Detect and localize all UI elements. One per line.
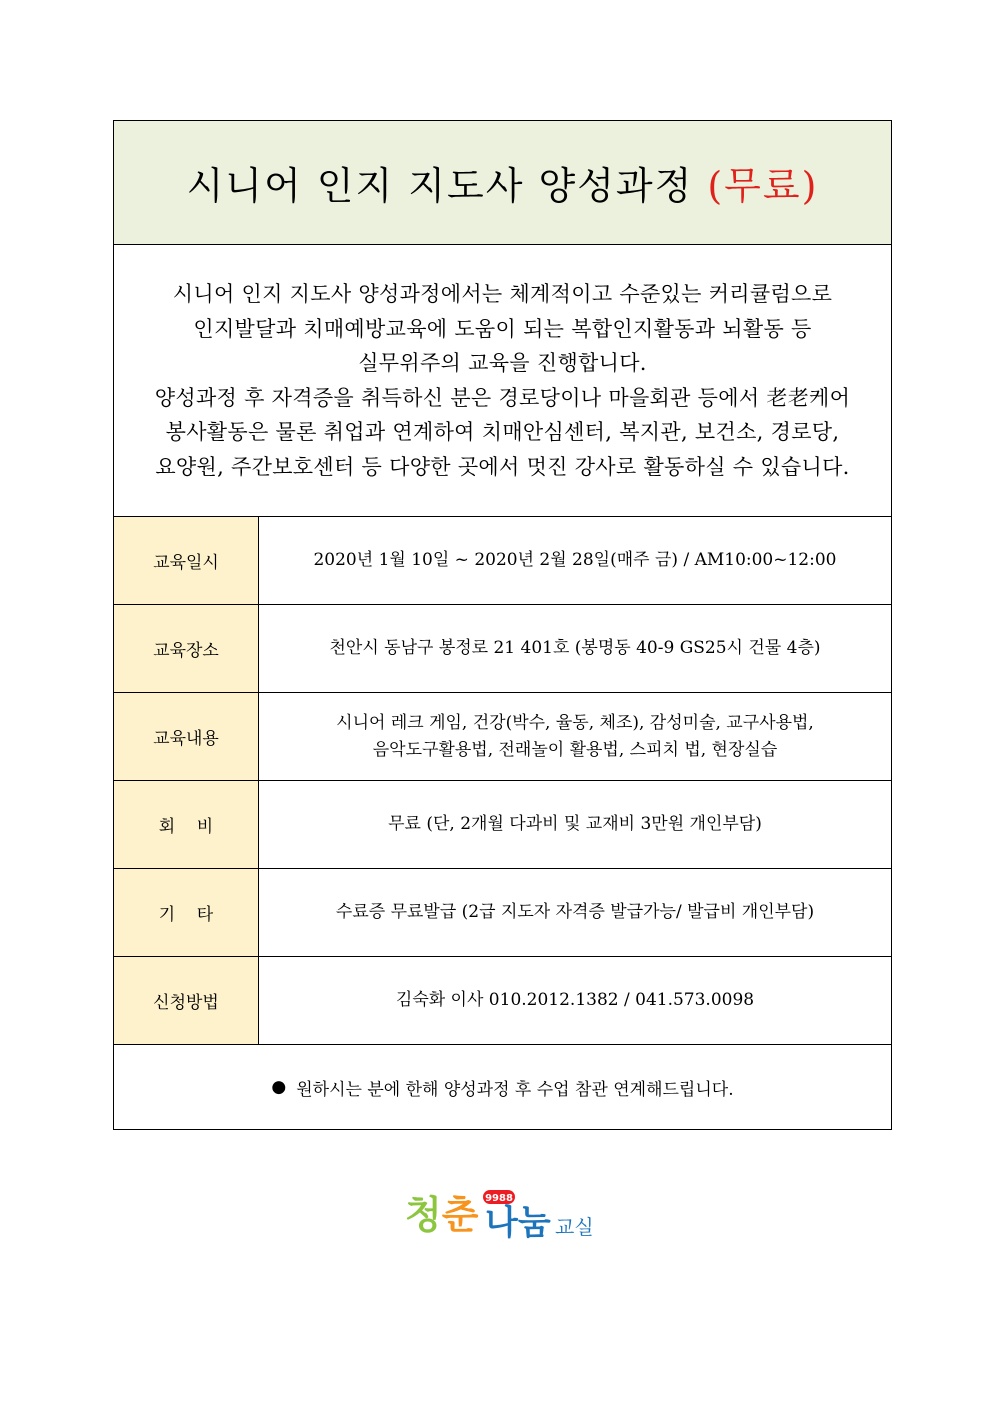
logo xyxy=(405,1176,610,1246)
row-label: 교육일시 xyxy=(114,517,259,604)
intro-line: 인지발달과 치매예방교육에 도움이 되는 복합인지활동과 뇌활동 등 xyxy=(193,316,812,341)
intro-line: 봉사활동은 물론 취업과 연계하여 치매안심센터, 복지관, 보건소, 경로당, xyxy=(165,420,840,444)
footnote xyxy=(114,1045,891,1129)
row-label: 교육장소 xyxy=(114,605,259,692)
row-value-line: 수료증 무료발급 (2급 지도자 자격증 발급가능/ 발급비 개인부담) xyxy=(335,902,815,922)
row-value xyxy=(259,517,891,604)
page-title: 시니어 인지 지도사 양성과정 xyxy=(186,164,694,208)
logo-part2: 나눔 xyxy=(485,1203,551,1243)
intro-line: 양성과정 후 자격증을 취득하신 분은 경로당이나 마을회관 등에서 老老케어 xyxy=(154,385,851,410)
row-value xyxy=(259,957,891,1044)
title-banner xyxy=(114,121,891,245)
info-row-location xyxy=(114,605,891,693)
row-value xyxy=(259,781,891,868)
free-tag: (무료) xyxy=(707,164,819,208)
row-value-line: 시니어 레크 게임, 건강(박수, 율동, 체조), 감성미술, 교구사용법, xyxy=(336,712,814,733)
row-value-line: 김숙화 이사 010.2012.1382 / 041.573.0098 xyxy=(395,990,755,1010)
logo-text-1 xyxy=(405,1193,479,1237)
logo-char-chun: 춘 xyxy=(441,1193,479,1237)
info-row-schedule xyxy=(114,517,891,605)
row-label: 교육내용 xyxy=(114,693,259,780)
footnote-text: 원하시는 분에 한해 양성과정 후 수업 참관 연계해드립니다. xyxy=(296,1079,734,1100)
info-row-apply xyxy=(114,957,891,1045)
intro-line: 요양원, 주간보호센터 등 다양한 곳에서 멋진 강사로 활동하실 수 있습니다. xyxy=(155,454,850,479)
row-value xyxy=(259,605,891,692)
row-value-line: 무료 (단, 2개월 다과비 및 교재비 3만원 개인부담) xyxy=(388,814,762,834)
info-row-content xyxy=(114,693,891,781)
row-value-line: 천안시 동남구 봉정로 21 401호 (봉명동 40-9 GS25시 건물 4층) xyxy=(329,638,821,658)
intro-paragraph xyxy=(114,245,891,517)
poster-table xyxy=(113,120,892,1130)
row-label: 기 타 xyxy=(114,869,259,956)
row-label: 회 비 xyxy=(114,781,259,868)
row-value xyxy=(259,693,891,780)
row-value-line: 음악도구활용법, 전래놀이 활용법, 스피치 법, 현장실습 xyxy=(372,739,778,760)
logo-badge: 9988 xyxy=(485,1193,513,1204)
row-value-line: 2020년 1월 10일 ~ 2020년 2월 28일(매주 금) / AM10:00~12:00 xyxy=(313,550,837,570)
bullet-icon: ● xyxy=(271,1077,287,1097)
intro-line: 실무위주의 교육을 진행합니다. xyxy=(358,351,647,375)
logo-part1 xyxy=(405,1193,479,1237)
logo-char-cheong: 청 xyxy=(405,1193,442,1237)
logo-part3: 교실 xyxy=(555,1215,594,1239)
intro-line: 시니어 인지 지도사 양성과정에서는 체계적이고 수준있는 커리큘럼으로 xyxy=(172,282,833,306)
row-label: 신청방법 xyxy=(114,957,259,1044)
row-value xyxy=(259,869,891,956)
info-row-fee xyxy=(114,781,891,869)
info-row-etc xyxy=(114,869,891,957)
info-table xyxy=(114,517,891,1045)
